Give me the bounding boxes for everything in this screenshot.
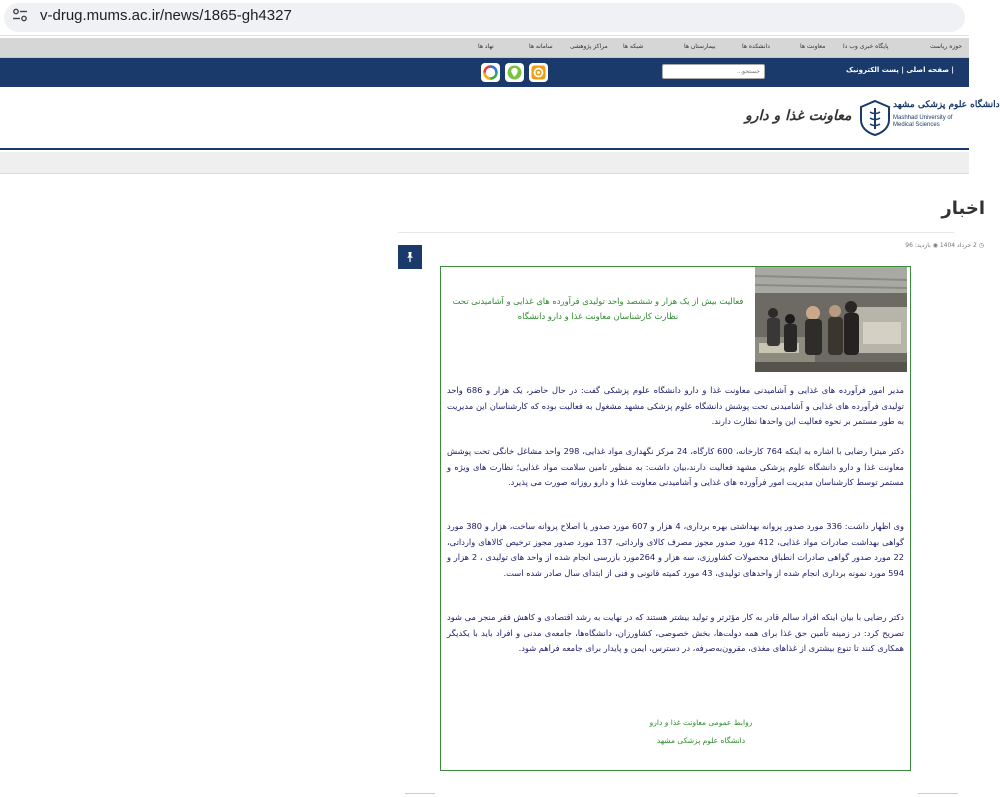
article-paragraph: دکتر رضایی با بیان اینکه افراد سالم قادر به کار مؤثرتر و تولید بیشتر هستند که در نهایت به رشد اقتصادی و کاهش فقر منجر می شود تصریح کرد: در زمینه تأمین حق غذا برای همه دولت‌ها، بخش خصوصی، کشاورزان، دانشگاه‌ها، جامعه‌ی مدنی و افراد باید با یکدیگر همکاری کنند تا تنوع بیشتری از غذاهای مغذی، مقرون‌به‌صرفه، در دسترس، ایمن و پایدار برای جامعه فراهم شود. — [447, 612, 904, 654]
social-app-icon-3[interactable] — [529, 63, 548, 82]
site-subtitle: معاونت غذا و دارو — [745, 108, 852, 124]
browser-address-bar — [0, 0, 969, 36]
top-menu-item[interactable]: نهاد ها — [478, 43, 494, 50]
article-headline: فعالیت بیش از یک هزار و ششصد واحد تولیدی فرآورده های غذایی و آشامیدنی تحت نظارت کارشناسان معاونت غذا و دارو دانشگاه — [452, 296, 744, 321]
article-paragraph: مدیر امور فرآورده های غذایی و آشامیدنی معاونت غذا و دارو دانشگاه علوم پزشکی گفت: در حال حاضر، یک هزار و 686 واحد تولیدی فرآورده های غذایی و آشامیدنی تحت پوشش دانشگاه علوم پزشکی مشهد مشغول به فعالیت بوده که کارشناسان این مدیریت به طور مستمر بر نحوه فعالیت این واحدها نظارت دارند. — [447, 385, 905, 427]
university-name-en: Mashhad University of Medical Sciences — [893, 115, 953, 128]
footer-divider — [405, 793, 435, 797]
top-menu-item[interactable]: شبکه ها — [623, 43, 644, 50]
footer-divider — [918, 793, 958, 797]
breadcrumb-band — [0, 152, 969, 174]
top-menu-item[interactable]: مراکز پژوهشی — [570, 43, 608, 50]
social-app-icon-2[interactable] — [505, 63, 524, 82]
article-date: 2 خرداد 1404 — [939, 242, 977, 249]
main-navbar — [0, 58, 969, 87]
top-menu-item[interactable]: سامانه ها — [529, 43, 553, 50]
article-signature-line1: روابط عمومی معاونت غذا و دارو — [649, 718, 753, 727]
navbar-links[interactable]: صفحه اصلی | پست الکترونیک | — [846, 66, 954, 74]
article-box — [440, 266, 911, 771]
top-menu-item[interactable]: حوزه ریاست — [930, 43, 963, 50]
article-signature-line2: دانشگاه علوم پزشکی مشهد — [656, 736, 746, 745]
page-title: اخبار — [941, 198, 985, 219]
url-text[interactable]: v-drug.mums.ac.ir/news/1865-gh4327 — [40, 7, 292, 24]
article-paragraph: وی اظهار داشت: 336 مورد صدور پروانه بهداشتی بهره برداری، 4 هزار و 607 مورد صدور یا اصلاح پروانه ساخت، هزار و 380 مورد گواهی بهداشت صادرات مواد غذایی، 412 مورد صدور مجوز مصرف کالای وارداتی، 137 مورد صدور مجوز ترخیص کالاهای وارداتی، 22 مورد صدور گواهی صادرات انطباق محصولات کشاورزی، سه هزار و 264مورد بازرسی انجام شده از واحد های تولیدی ، 2 هزار و 594 مورد نمونه برداری انجام شده از واحدهای تولیدی، 43 مورد کمیته قانونی و فنی از ابتدای سال صادر شده است. — [447, 521, 905, 578]
top-menu-item[interactable]: بیمارستان ها — [684, 43, 716, 50]
top-menu-item[interactable]: معاونت ها — [800, 43, 826, 50]
university-name-fa: دانشگاه علوم پزشکی مشهد — [893, 100, 1000, 110]
top-menu-item[interactable]: پایگاه خبری وب دا — [843, 43, 889, 50]
site-info-icon[interactable] — [12, 7, 28, 23]
article-meta — [905, 242, 984, 249]
article-views: بازدید: 96 — [905, 242, 931, 249]
article-photo — [755, 267, 907, 372]
social-app-icon-1[interactable] — [481, 63, 500, 82]
calendar-icon: ◷ — [978, 242, 984, 249]
pin-button[interactable] — [398, 245, 422, 269]
search-input[interactable] — [662, 64, 765, 79]
article-paragraph: دکتر میترا رضایی با اشاره به اینکه 764 کارخانه، 600 کارگاه، 24 مرکز نگهداری مواد غذایی، 298 واحد مشاغل خانگی تحت پوشش معاونت غذا و دارو دانشگاه علوم پزشکی مشهد فعالیت دارند،بیان داشت: به منظور تامین سلامت مواد غذایی؛ نظارت های ویژه و مستمر توسط کارشناسان مدیریت امور فرآورده های غذایی و آشامیدنی معاونت غذا و دارو روزانه صورت می پذیرد. — [447, 446, 904, 488]
header-logo-strip — [0, 88, 1000, 150]
eye-icon: ◉ — [932, 242, 938, 249]
title-divider — [398, 232, 954, 233]
top-menu-item[interactable]: دانشکده ها — [742, 43, 770, 50]
pin-icon — [404, 251, 416, 263]
top-menu — [0, 38, 969, 58]
university-logo-icon[interactable] — [859, 100, 891, 140]
